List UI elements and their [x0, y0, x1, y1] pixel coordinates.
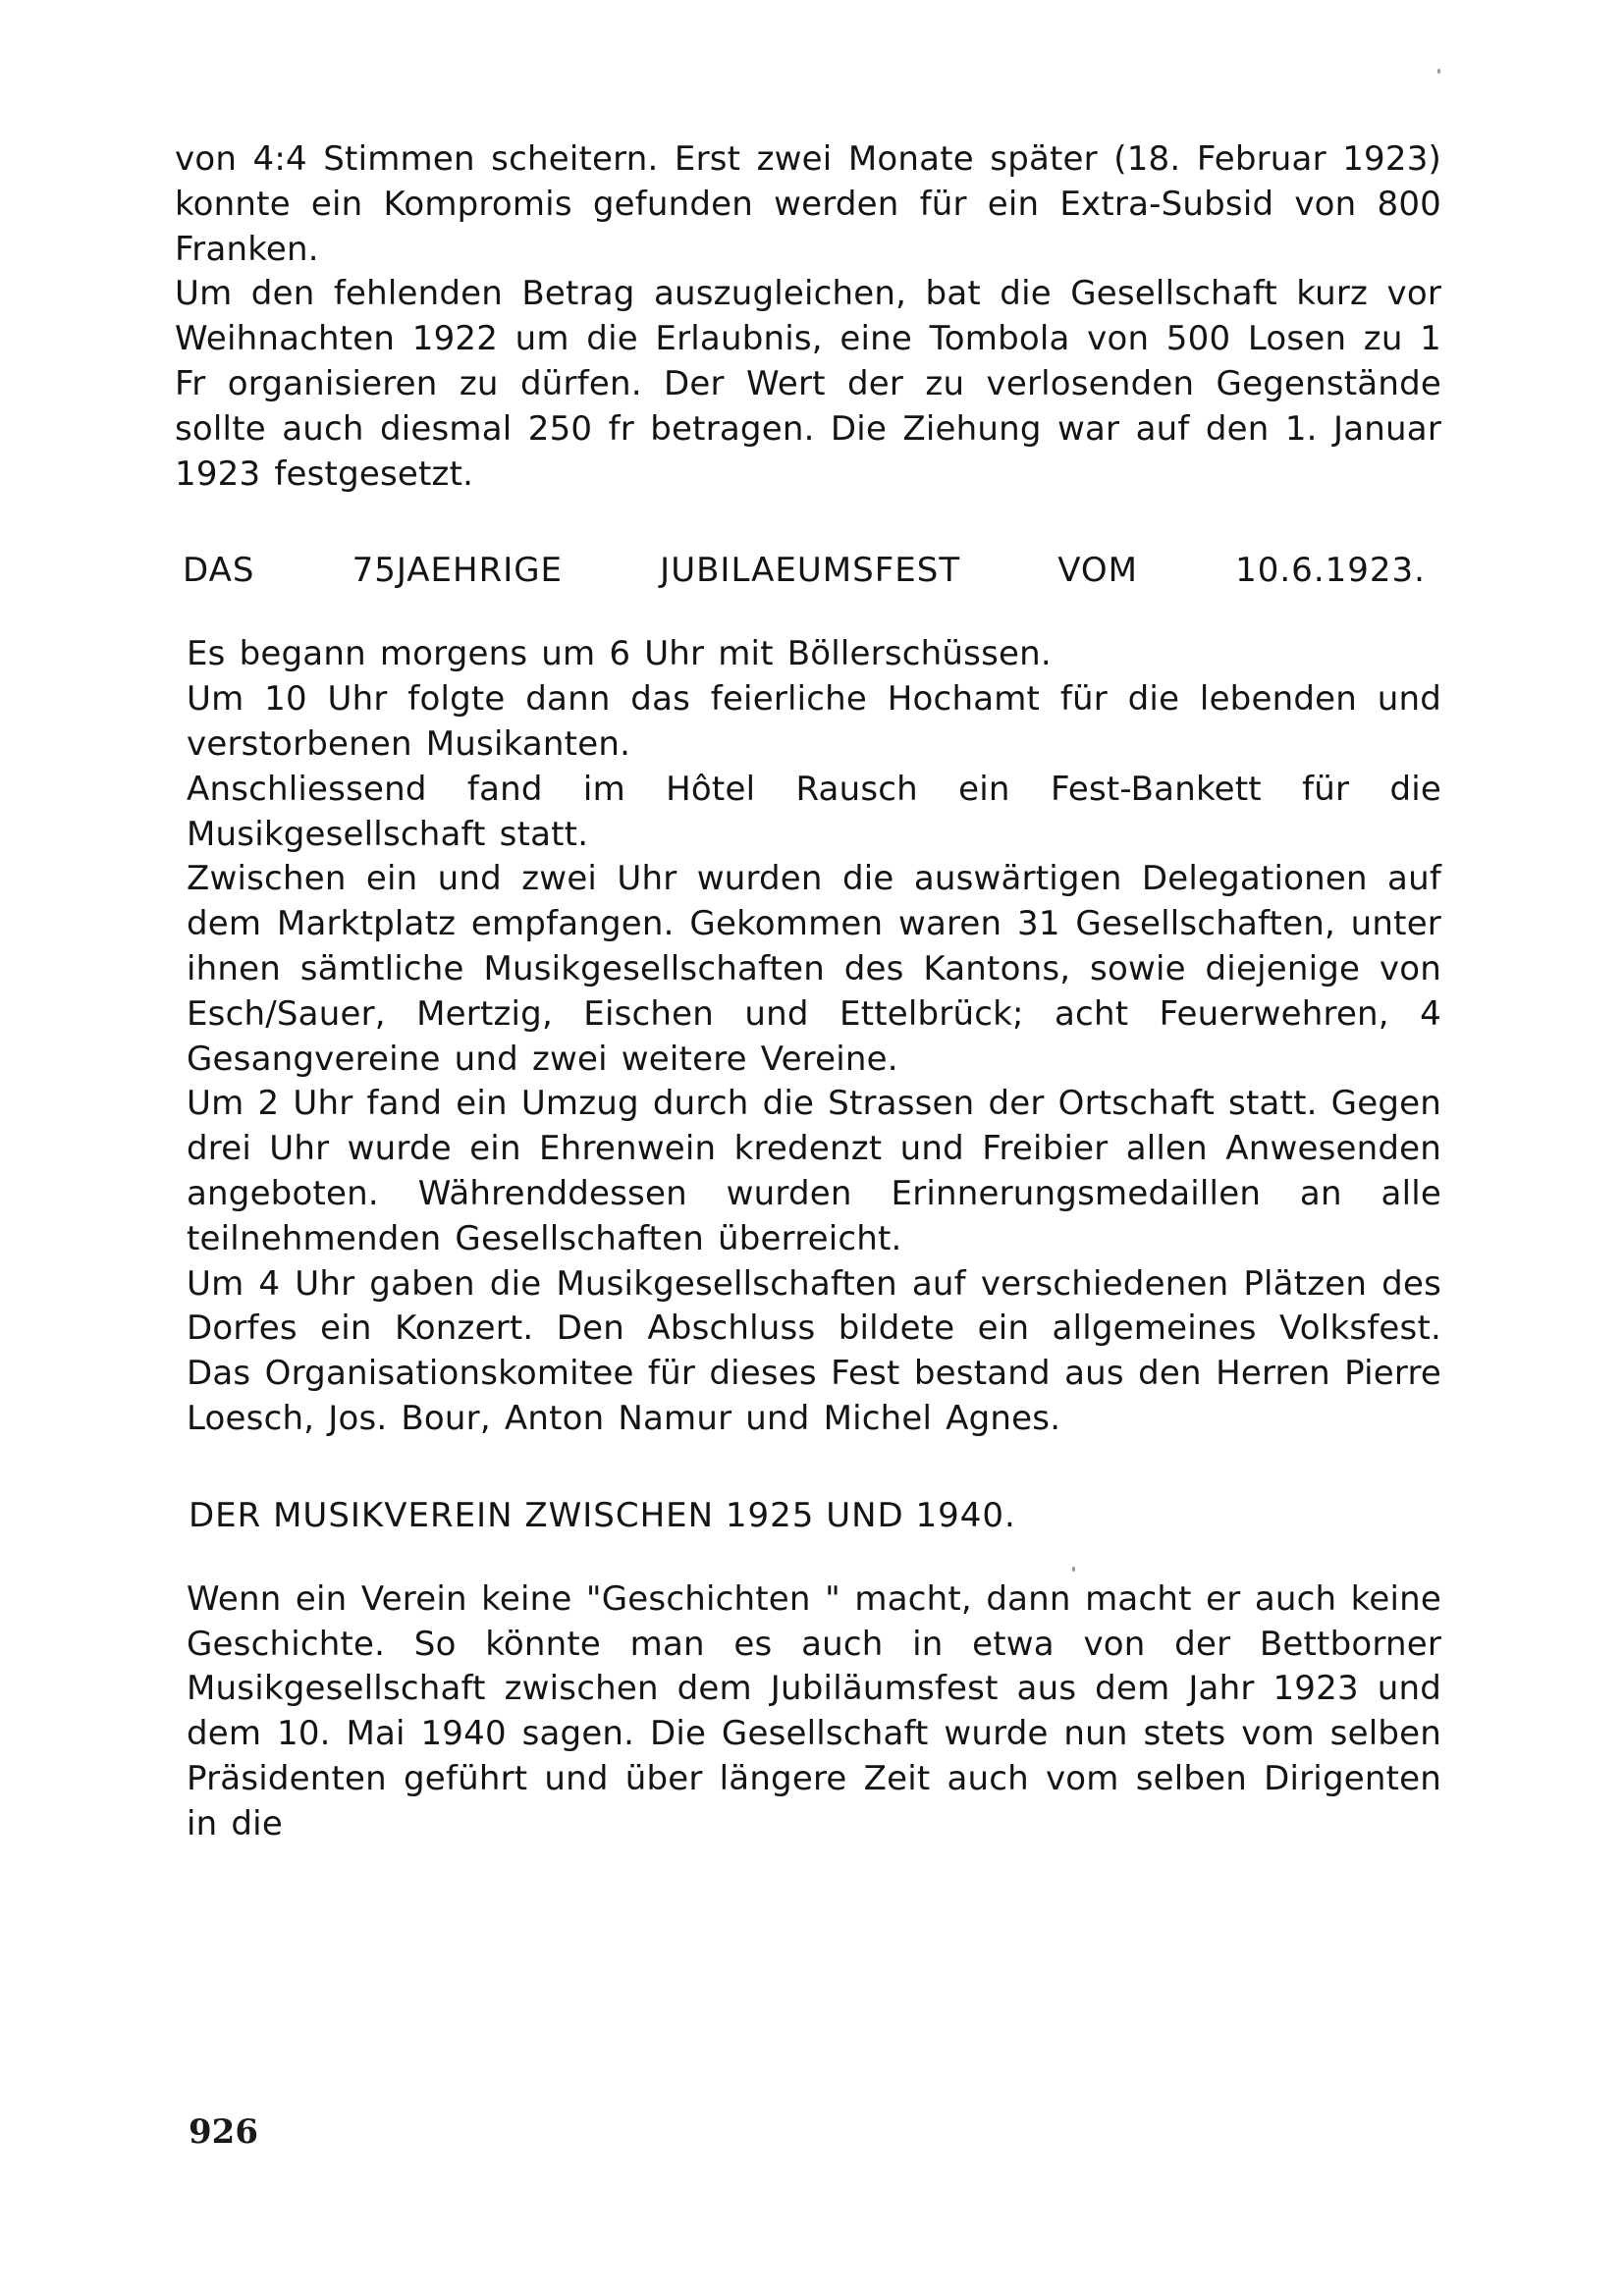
- section-body-jubilee: [187, 632, 1441, 1441]
- spacer: [175, 593, 1441, 632]
- heading-word: VOM: [1057, 551, 1138, 591]
- section-heading-1925-1940: DER MUSIKVEREIN ZWISCHEN 1925 UND 1940.: [189, 1495, 1016, 1535]
- text-column: [175, 137, 1441, 1847]
- section-body-1925-1940: [187, 1577, 1441, 1847]
- paragraph-concert: Um 4 Uhr gaben die Musikgesellschaften auf verschiedenen Plätzen des Dorfes ein Konzert. Den Abschluss bildete ein allgemeines Volksfest. Das Organisationskomitee für dieses Fest bestand aus den Herren Pierre Loesch, Jos. Bour, Anton Namur und Michel Agnes.: [187, 1263, 1441, 1438]
- spacer: [175, 497, 1441, 548]
- paragraph-vote-result: von 4:4 Stimmen scheitern. Erst zwei Monate später (18. Februar 1923) konnte ein Kompromis gefunden werden für ein Extra-Subsid von 800 Franken.: [175, 139, 1441, 269]
- paragraph-banquet: Anschliessend fand im Hôtel Rausch ein Fest-Bankett für die Musikgesellschaft statt.: [187, 769, 1441, 854]
- spacer: [175, 1442, 1441, 1493]
- paragraph-delegations: Zwischen ein und zwei Uhr wurden die auswärtigen Delegationen auf dem Marktplatz empfangen. Gekommen waren 31 Gesellschaften, unter ihnen sämtliche Musikgesellschaften des Kantons, sowie diejenige von Esch/Sauer, Mertzig, Eischen und Ettelbrück; acht Feuerwehren, 4 Gesangvereine und zwei weitere Vereine.: [187, 859, 1441, 1079]
- paragraph-morning: Es begann morgens um 6 Uhr mit Böllerschüssen.: [187, 634, 1052, 674]
- page-number: 926: [189, 2112, 258, 2152]
- heading-word: 75JAEHRIGE: [352, 551, 564, 591]
- heading-word: DAS: [183, 551, 255, 591]
- paragraph-parade: Um 2 Uhr fand ein Umzug durch die Strassen der Ortschaft statt. Gegen drei Uhr wurde ein Ehrenwein kredenzt und Freibier allen Anwesenden angeboten. Währenddessen wurden Erinnerungsmedaillen an alle teilnehmenden Gesellschaften überreicht.: [187, 1084, 1441, 1258]
- scan-speck: [1072, 1567, 1075, 1572]
- paragraph-mass: Um 10 Uhr folgte dann das feierliche Hochamt für die lebenden und verstorbenen Musikanten.: [187, 679, 1441, 764]
- heading-word: JUBILAEUMSFEST: [660, 551, 961, 591]
- section-heading-jubilee: [183, 548, 1426, 593]
- paragraph-history: Wenn ein Verein keine "Geschichten " macht, dann macht er auch keine Geschichte. So könnte man es auch in etwa von der Bettborner Musikgesellschaft zwischen dem Jubiläumsfest aus dem Jahr 1923 und dem 10. Mai 1940 sagen. Die Gesellschaft wurde nun stets vom selben Präsidenten geführt und über längere Zeit auch vom selben Dirigenten in die: [187, 1578, 1441, 1843]
- scan-speck: [1437, 69, 1440, 74]
- paragraph-tombola: Um den fehlenden Betrag auszugleichen, bat die Gesellschaft kurz vor Weihnachten 1922 um die Erlaubnis, eine Tombola von 500 Losen zu 1 Fr organisieren zu dürfen. Der Wert der zu verlosenden Gegenstände sollte auch diesmal 250 fr betragen. Die Ziehung war auf den 1. Januar 1923 festgesetzt.: [175, 274, 1441, 494]
- spacer: [175, 1538, 1441, 1577]
- heading-word: 10.6.1923.: [1235, 551, 1426, 591]
